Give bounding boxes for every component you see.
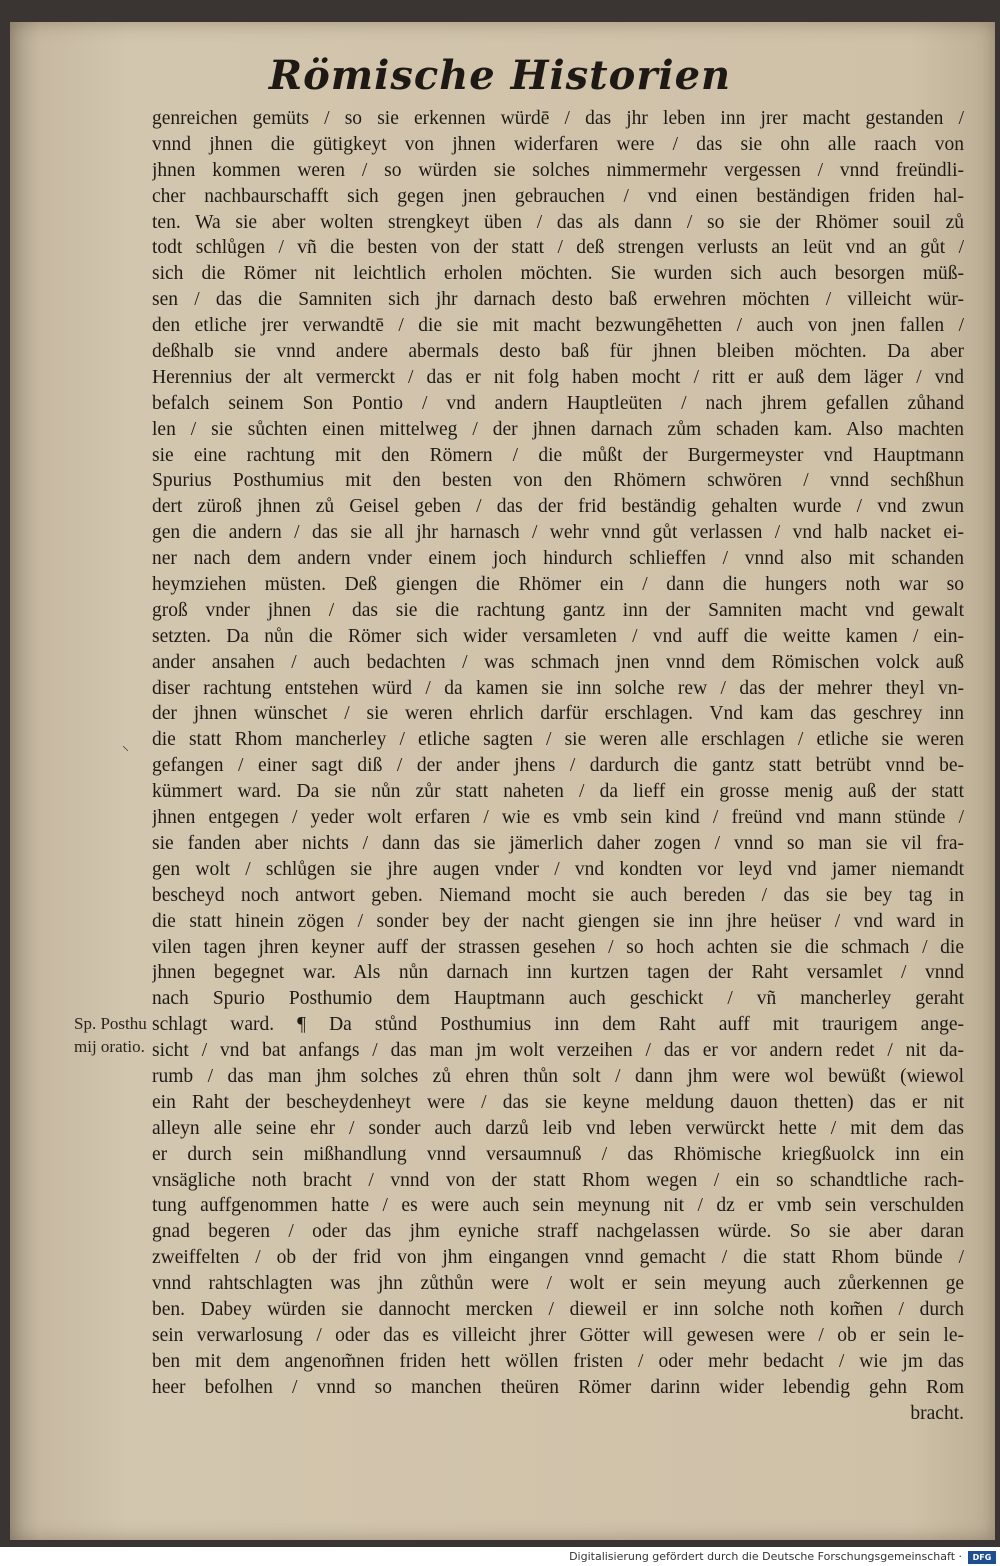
text-line: der jhnen wünschet / sie weren ehrlich darfür erschlagen. Vnd kam das geschrey inn bbox=[152, 703, 964, 725]
text-line: die statt Rhom mancherley / etliche sagten / sie weren alle erschlagen / etliche sie weren bbox=[152, 729, 964, 751]
text-line: jhnen kommen weren / so würden sie solches nimmermehr vergessen / vnnd freündli- bbox=[152, 159, 964, 181]
text-line: groß vnder jhnen / das sie die rachtung gantz inn der Samniten macht vnd gewalt bbox=[152, 599, 964, 621]
text-line: zweiffelten / ob der frid von jhm eingangen vnnd gemacht / die statt Rhom bünde / bbox=[152, 1247, 964, 1269]
text-line: ben. Dabey würden sie dannocht mercken / dieweil er inn solche noth kom̃en / durch bbox=[152, 1298, 964, 1320]
text-line: ner nach dem andern vnder einem joch hindurch schlieffen / vnnd also mit schanden bbox=[152, 548, 964, 570]
text-line: die statt hinein zögen / sonder bey der nacht giengen sie inn jhre heüser / vnd ward in bbox=[152, 910, 964, 932]
text-line: genreichen gemüts / so sie erkennen würdē / das jhr leben inn jrer macht gestanden / bbox=[152, 108, 964, 129]
text-line: todt schlůgen / vñ die besten von der statt / deß strengen verlusts an leüt vnd an gůt / bbox=[152, 237, 964, 259]
text-line: kümmert ward. Da sie nůn zůr statt naheten / da lieff ein grosse menig auß der statt bbox=[152, 781, 964, 803]
text-line: setzten. Da nůn die Römer sich wider versamleten / vnd auff die weitte kamen / ein- bbox=[152, 625, 964, 647]
text-line: bracht. bbox=[910, 1402, 964, 1424]
text-line: gen wolt / schlůgen sie jhre augen vnder / vnd kondten vor leyd vnd jamer niemandt bbox=[152, 858, 964, 880]
text-line: rumb / das man jhm solches zů ehren thůn solt / dann jhm were wol bewüßt (wiewol bbox=[152, 1065, 964, 1087]
text-line: er durch sein mißhandlung vnnd versaumnuß / das Rhömische kriegßuolck inn ein bbox=[152, 1143, 964, 1165]
text-line: jhnen entgegen / yeder wolt erfaren / wie es vmb sein kind / freünd vnd mann stünde / bbox=[152, 807, 964, 829]
text-line: heer befolhen / vnnd so manchen theüren Römer darinn wider lebendig gehn Rom bbox=[152, 1376, 964, 1398]
text-line: vnnd jhnen die gütigkeyt von jhnen widerfaren were / das sie ohn alle raach von bbox=[152, 133, 964, 155]
body-text bbox=[152, 106, 964, 1426]
text-line: den etliche jrer verwandtē / die sie mit macht bezwungēhetten / auch von jnen fallen / bbox=[152, 315, 964, 337]
text-line: alleyn alle seine ehr / sonder auch darzů leib vnd leben verwürckt hette / mit dem das bbox=[152, 1117, 964, 1139]
margin-note bbox=[74, 1012, 166, 1058]
text-line: deßhalb sie vnnd andere abermals desto baß für jhnen bleiben möchten. Da aber bbox=[152, 341, 964, 363]
text-line: gen die andern / das sie all jhr harnasch / wehr vnnd gůt verlassen / vnd halb nacket ei- bbox=[152, 522, 964, 544]
running-title: Römische Historien bbox=[268, 52, 732, 99]
text-line: ander ansahen / auch bedachten / was schmach jnen vnnd dem Römischen volck auß bbox=[152, 651, 964, 673]
dfg-logo: DFG bbox=[968, 1551, 996, 1564]
funding-credit: Digitalisierung gefördert durch die Deutsche Forschungsgemeinschaft · bbox=[569, 1550, 962, 1563]
text-line: heymziehen müsten. Deß giengen die Rhömer ein / dann die hungers noth war so bbox=[152, 574, 964, 596]
footer-bar bbox=[0, 1547, 1000, 1566]
text-line: gefangen / einer sagt diß / der ander jhens / dardurch die gantz statt betrübt vnnd be- bbox=[152, 755, 964, 777]
text-line: vnsägliche noth bracht / vnnd von der statt Rhom wegen / ein so schandtliche rach- bbox=[152, 1169, 964, 1191]
text-line: cher nachbaurschafft sich gegen jnen gebrauchen / vnd einen beständigen friden hal- bbox=[152, 185, 964, 207]
text-line: gnad begeren / oder das jhm eyniche straff nachgelassen würde. So sie aber daran bbox=[152, 1221, 964, 1243]
text-line: bescheyd noch antwort geben. Niemand mocht sie auch bereden / das sie bey tag in bbox=[152, 884, 964, 906]
text-line: tung auffgenommen hatte / es were auch sein meynung nit / dz er vmb sein verschulden bbox=[152, 1195, 964, 1217]
marginal-mark: ⸜ bbox=[122, 738, 129, 754]
text-line: jhnen begegnet war. Als nůn darnach inn kurtzen tagen der Raht versamlet / vnnd bbox=[152, 962, 964, 984]
text-line: sich die Römer nit leichtlich erholen möchten. Sie wurden sich auch besorgen müß- bbox=[152, 263, 964, 285]
text-line: sicht / vnd bat anfangs / das man jm wolt verzeihen / das er vor andern redet / nit da- bbox=[152, 1040, 964, 1062]
text-line: diser rachtung entstehen würd / da kamen sie inn solche rew / das der mehrer theyl vn- bbox=[152, 677, 964, 699]
text-line: nach Spurio Posthumio dem Hauptmann auch geschickt / vñ mancherley geraht bbox=[152, 988, 964, 1010]
text-line: sie fanden aber nichts / dann das sie jämerlich daher zogen / vnnd so man sie vil fra- bbox=[152, 832, 964, 854]
text-line: ben mit dem angenom̃nen friden hett wöllen fristen / oder mehr bedacht / wie jm das bbox=[152, 1350, 964, 1372]
text-line: sein verwarlosung / oder das es villeicht jhrer Götter will gewesen were / ob er sein le- bbox=[152, 1324, 964, 1346]
text-line: vilen tagen jhren keyner auff der strassen gesehen / so hoch achten sie die schmach / die bbox=[152, 936, 964, 958]
text-line: ein Raht der bescheydenheyt were / das sie keyne meldung dauon thetten) das er nit bbox=[152, 1091, 964, 1113]
text-line: befalch seinem Son Pontio / vnd andern Hauptleüten / nach jhrem gefallen zůhand bbox=[152, 392, 964, 414]
text-line: ten. Wa sie aber wolten strengkeyt üben / das als dann / so sie der Rhömer souil zů bbox=[152, 211, 964, 233]
text-line: sen / das die Samniten sich jhr darnach desto baß erwehren möchten / villeicht wür- bbox=[152, 289, 964, 311]
margin-note-line-1: Sp. Posthu bbox=[74, 1014, 147, 1033]
text-line: Spurius Posthumius mit den besten von den Rhömern schwören / vnnd sechßhun bbox=[152, 470, 964, 492]
text-line: sie eine rachtung mit den Römern / die můßt der Burgermeyster vnd Hauptmann bbox=[152, 444, 964, 466]
text-line: Herennius der alt vermerckt / das er nit folg haben mocht / ritt er auß dem läger / vnd bbox=[152, 366, 964, 388]
text-line: schlagt ward. ¶ Da stůnd Posthumius inn dem Raht auff mit traurigem ange- bbox=[152, 1014, 964, 1036]
margin-note-line-2: mij oratio. bbox=[74, 1037, 145, 1056]
text-line: vnnd rahtschlagten was jhn zůthůn were / wolt er sein meyung auch zůerkennen ge bbox=[152, 1273, 964, 1295]
text-line: dert züroß jhnen zů Geisel geben / das der frid beständig gehalten wurde / vnd zwun bbox=[152, 496, 964, 518]
text-line: len / sie sůchten einen mittelweg / der jhnen darnach zům schaden kam. Also machten bbox=[152, 418, 964, 440]
